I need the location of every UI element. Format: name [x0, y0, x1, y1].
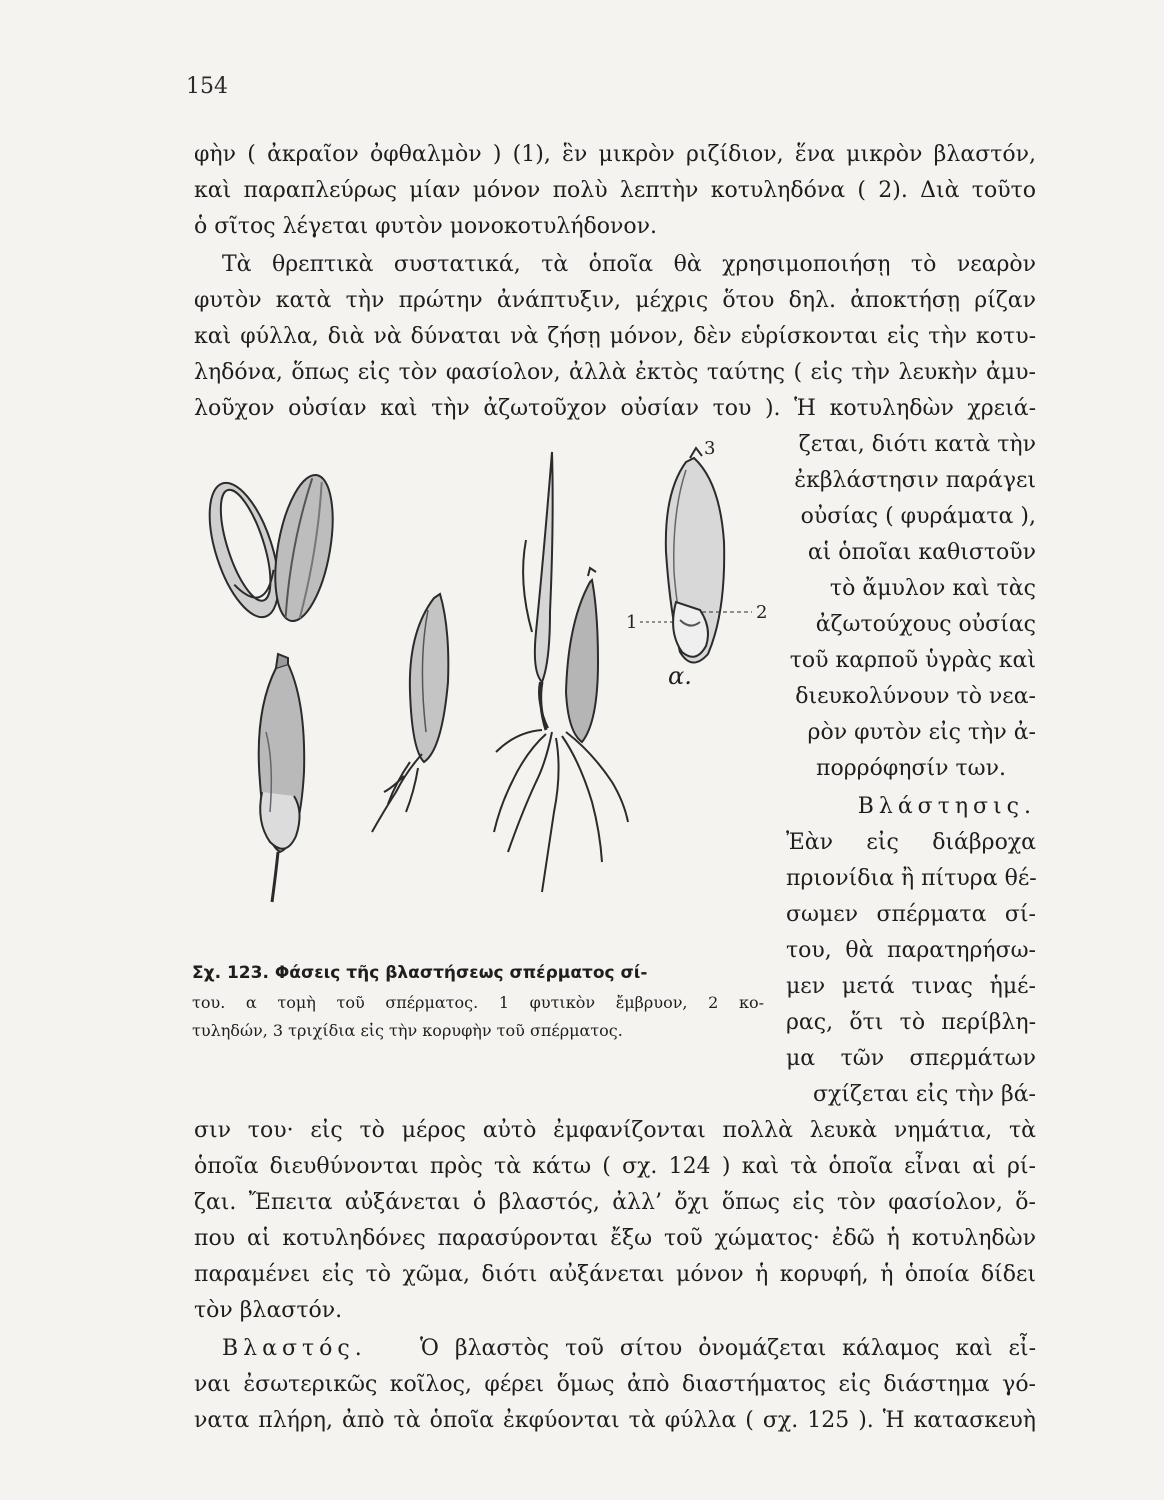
side-line: πριονίδια ἢ πίτυρα θέ- [786, 866, 1037, 891]
figure-label-2: 2 [756, 602, 768, 623]
seed-illustration [372, 594, 448, 832]
figure-wheat-germination [196, 432, 776, 944]
side-line: ρὸν φυτὸν εἰς τὴν ἀ- [807, 720, 1036, 745]
figure-label-3: 3 [704, 438, 716, 459]
seed-illustration [266, 471, 343, 626]
body-line: τὸν βλαστόν. [194, 1298, 343, 1323]
side-line: μα τῶν σπερμάτων [786, 1046, 1036, 1071]
figure-caption-title: Σχ. 123. Φάσεις τῆς βλαστήσεως σπέρματος σί- [192, 963, 648, 983]
side-line: Ἐὰν εἰς διάβροχα [786, 830, 1036, 855]
side-heading-blastisis: Βλάστησις. [857, 794, 1036, 819]
side-line: σωμεν σπέρματα σί- [786, 902, 1036, 927]
body-line: καὶ φύλλα, διὰ νὰ δύναται νὰ ζήσῃ μόνον, δὲν εὑρίσκονται εἰς τὴν κοτυ- [194, 324, 1036, 349]
body-line: ὁποῖα διευθύνονται πρὸς τὰ κάτω ( σχ. 124 ) καὶ τὰ ὁποῖα εἶναι αἱ ρί- [194, 1154, 1036, 1179]
body-line: φυτὸν κατὰ τὴν πρώτην ἀνάπτυξιν, μέχρις ὅτου δηλ. ἀποκτήσῃ ρίζαν [194, 288, 1036, 313]
seed-illustration [259, 654, 304, 902]
section-heading-blastos [222, 1334, 422, 1364]
body-line: ὁ σῖτος λέγεται φυτὸν μονοκοτυλήδονον. [194, 214, 658, 239]
body-line: ζαι. Ἔπειτα αὐξάνεται ὁ βλαστός, ἀλλ’ ὄχι ὅπως εἰς τὸν φασίολον, ὅ- [194, 1190, 1036, 1215]
side-line: μεν μετά τινας ἡμέ- [786, 974, 1036, 999]
body-line: Ὁ βλαστὸς τοῦ σίτου ὀνομάζεται κάλαμος καὶ εἶ- [420, 1336, 1036, 1361]
side-line: ἀζωτούχους οὐσίας [815, 612, 1036, 637]
body-line: λοῦχον οὐσίαν καὶ τὴν ἀζωτοῦχον οὐσίαν του ). Ἡ κοτυληδὼν χρειά- [194, 396, 1036, 421]
side-line: του, θὰ παρατηρήσω- [786, 938, 1036, 963]
page-number: 154 [186, 74, 228, 99]
body-line: παραμένει εἰς τὸ χῶμα, διότι αὐξάνεται μόνον ἡ κορυφή, ἡ ὁποία δίδει [194, 1262, 1036, 1287]
figure-label-alpha: α. [668, 662, 692, 690]
body-line: νατα πλήρη, ἀπὸ τὰ ὁποῖα ἐκφύονται τὰ φύλλα ( σχ. 125 ). Ἡ κατασκευὴ [194, 1408, 1036, 1433]
figure-label-1: 1 [626, 612, 638, 633]
figure-caption-line: τυληδών, 3 τριχίδια εἰς τὴν κορυφὴν τοῦ σπέρματος. [192, 1021, 623, 1040]
body-line: Τὰ θρεπτικὰ συστατικά, τὰ ὁποῖα θὰ χρησιμοποιήσῃ τὸ νεαρὸν [222, 252, 1036, 277]
side-line: τοῦ καρποῦ ὑγρὰς καὶ [789, 648, 1036, 673]
side-line: αἱ ὁποῖαι καθιστοῦν [807, 540, 1036, 565]
section-heading-text: Βλαστός. [222, 1336, 367, 1361]
side-line: πορρόφησίν των. [816, 756, 1006, 781]
body-line: ληδόνα, ὅπως εἰς τὸν φασίολον, ἀλλὰ ἐκτὸς ταύτης ( εἰς τὴν λευκὴν ἀμυ- [194, 360, 1036, 385]
side-line: οὐσίας ( φυράματα ), [800, 504, 1036, 529]
side-line: διευκολύνουν τὸ νεα- [795, 684, 1036, 709]
side-line: σχίζεται εἰς τὴν βά- [812, 1082, 1036, 1107]
side-line: ζεται, διότι κατὰ τὴν [798, 432, 1036, 457]
seed-section-illustration [640, 448, 752, 663]
seedling-illustration [494, 452, 628, 892]
figure-caption-line: του. α τομὴ τοῦ σπέρματος. 1 φυτικὸν ἔμβρυον, 2 κο- [192, 993, 764, 1012]
side-line: τὸ ἄμυλον καὶ τὰς [829, 576, 1036, 601]
body-line: ναι ἐσωτερικῶς κοῖλος, φέρει ὅμως ἀπὸ διαστήματος εἰς διάστημα γό- [194, 1372, 1036, 1397]
side-line: ρας, ὅτι τὸ περίβλη- [786, 1010, 1036, 1035]
side-line: ἐκβλάστησιν παράγει [794, 468, 1036, 493]
body-line: σιν του· εἰς τὸ μέρος αὐτὸ ἐμφανίζονται πολλὰ λευκὰ νημάτια, τὰ [194, 1118, 1036, 1143]
body-line: που αἱ κοτυληδόνες παρασύρονται ἔξω τοῦ χώματος· ἐδῶ ἡ κοτυληδὼν [194, 1226, 1036, 1251]
body-line: καὶ παραπλεύρως μίαν μόνον πολὺ λεπτὴν κοτυληδόνα ( 2). Διὰ τοῦτο [194, 178, 1036, 203]
body-line: φὴν ( ἀκραῖον ὀφθαλμὸν ) (1), ἓν μικρὸν ριζίδιον, ἕνα μικρὸν βλαστόν, [194, 142, 1036, 167]
